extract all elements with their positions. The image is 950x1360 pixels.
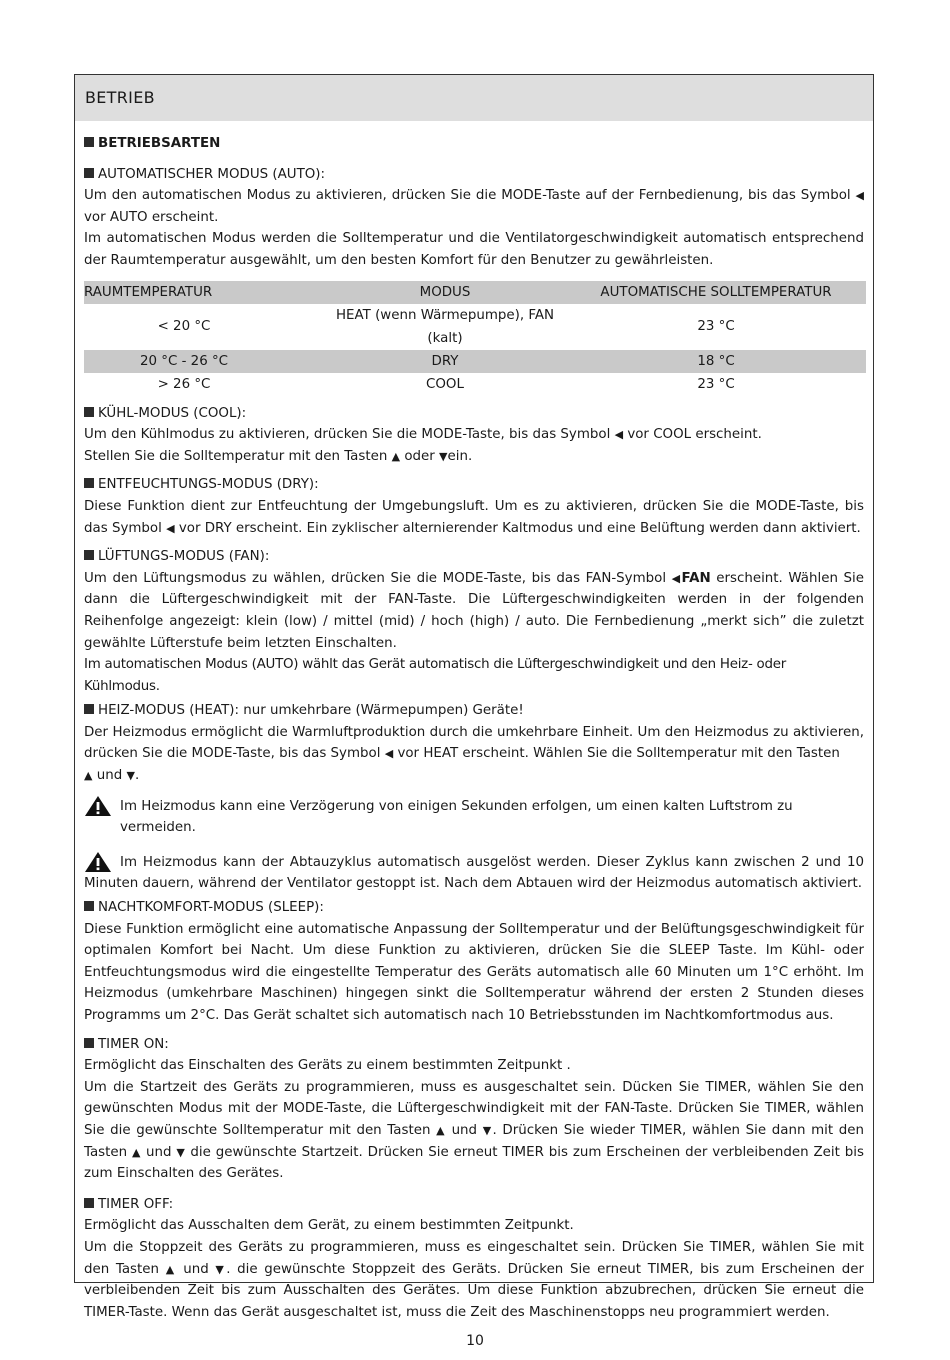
timer-off-section: TIMER OFF: Ermöglicht das Ausschalten dem Gerät, zu einem bestimmten Zeitpunkt. Um die Stoppzeit des Geräts zu programmieren, muss es eingeschaltet sein. Drücken Sie TIMER, wählen Sie mit den Tasten ▲ und ▼. die gewünschte Stoppzeit des Geräts. Drücken Sie erneut TIMER, bis zum Erscheinen der verbleibenden Zeit bis zum Ausschalten des Gerätes. Um diese Funktion abzubrechen, drücken Sie erneut die TIMER-Taste. Wenn das Gerät ausgeschaltet ist, muss die Zeit des Maschinenstopps neu programmiert werden. <box>84 1196 865 1320</box>
timer-on-section: TIMER ON: Ermöglicht das Einschalten des Geräts zu einem bestimmten Zeitpunkt . Um die Startzeit des Geräts zu programmieren, muss es ausgeschaltet sein. Dücken Sie TIMER, wählen Sie den gewünschten Modus mit der MODE-Taste, die Lüftergeschwindigkeit mit der FAN-Taste. Drücken Sie TIMER, wählen Sie die gewünschte Solltemperatur mit den Tasten ▲ und ▼. Drücken Sie wieder TIMER, wählen Sie dann mit den Tasten ▲ und ▼ die gewünschte Startzeit. Drücken Sie erneut TIMER bis zum Erscheinen der verbleibenden Zeit bis zum Einschalten des Gerätes. <box>84 1036 864 1182</box>
page-number: 10 <box>466 1333 484 1349</box>
square-bullet-icon <box>84 168 94 178</box>
fan-title: LÜFTUNGS-MODUS (FAN): <box>98 549 270 565</box>
content-body <box>75 133 873 1323</box>
table-row: > 26 °C COOL 23 °C <box>157 376 735 392</box>
auto-description: Im automatischen Modus werden die Solltemperatur und die Ventilatorgeschwindigkeit automatisch entsprechend der Raumtemperatur ausgewählt, um den besten Komfort für den Benutzer zu gewährleisten. <box>84 231 864 268</box>
triangle-up-icon: ▲ <box>84 769 93 783</box>
triangle-left-icon: ◀ <box>384 747 394 761</box>
fan-section: LÜFTUNGS-MODUS (FAN): Um den Lüftungsmodus zu wählen, drücken Sie die MODE-Taste, bis das FAN-Symbol ◀FAN erscheint. Wählen Sie dann die Lüftergeschwindigkeit mit der FAN-Taste. Die Lüftergeschwindigkeiten werden in der folgenden Reihenfolge angezeigt: klein (low) / mittel (mid) / hoch (high) / auto. Die Fernbedienung „merkt sich” die zuletzt gewählte Lüfterstufe beim letzten Einschalten. Im automatischen Modus (AUTO) wählt das Gerät automatisch die Lüftergeschwindigkeit und den Heiz- oder Kühlmodus. <box>84 546 864 697</box>
triangle-down-icon: ▼ <box>126 769 135 783</box>
square-bullet-icon <box>84 137 94 147</box>
auto-title: AUTOMATISCHER MODUS (AUTO): <box>98 166 326 182</box>
triangle-left-icon: ◀ <box>166 521 175 535</box>
triangle-up-icon: ▲ <box>436 1123 446 1137</box>
section-title: BETRIEB <box>85 88 155 107</box>
temperature-table <box>84 281 866 396</box>
cool-title: KÜHL-MODUS (COOL): <box>98 405 247 421</box>
square-bullet-icon <box>84 407 94 417</box>
table-row: < 20 °C HEAT (wenn Wärmepumpe), FAN (kalt) 23 °C <box>157 307 735 346</box>
triangle-up-icon: ▲ <box>391 449 401 463</box>
fan-auto-note: Im automatischen Modus (AUTO) wählt das Gerät automatisch die Lüftergeschwindigkeit und den Heiz- oder Kühlmodus. <box>84 657 786 694</box>
square-bullet-icon <box>84 704 94 714</box>
triangle-left-icon: ◀ <box>614 428 624 442</box>
triangle-up-icon: ▲ <box>132 1145 142 1159</box>
sleep-description: Diese Funktion ermöglicht eine automatische Anpassung der Solltemperatur und der Belüftungsgeschwindigkeit für optimalen Komfort bei Nacht. Um diese Funktion zu aktivieren, drücken Sie die SLEEP Taste. Im Kühl- oder Entfeuchtungsmodus wird die eingestellte Temperatur des Geräts automatisch alle 60 Minuten um 1°C erhöht. Im Heizmodus (umkehrbare Maschinen) hingegen sinkt die Solltemperatur während der ersten 2 Stunden dieses Programms um 2°C. Das Gerät schaltet sich automatisch nach 10 Betriebsstunden im Nachtkomfortmodus aus. <box>84 921 864 1023</box>
triangle-down-icon: ▼ <box>176 1145 186 1159</box>
triangle-down-icon: ▼ <box>215 1262 227 1276</box>
square-bullet-icon <box>84 901 94 911</box>
sleep-title: NACHTKOMFORT-MODUS (SLEEP): <box>98 900 324 916</box>
timer-off-title: TIMER OFF: <box>98 1196 174 1212</box>
triangle-left-icon: ◀ <box>671 571 682 585</box>
square-bullet-icon <box>84 1038 94 1048</box>
warning-icon <box>84 795 112 817</box>
auto-section: AUTOMATISCHER MODUS (AUTO): Um den automatischen Modus zu aktivieren, drücken Sie die MODE-Taste auf der Fernbedienung, bis das Symbol ◀ vor AUTO erscheint. Im automatischen Modus werden die Solltemperatur und die Ventilatorgeschwindigkeit automatisch entsprechend der Raumtemperatur ausgewählt, um den besten Komfort für den Benutzer zu gewährleisten. <box>84 164 864 272</box>
heat-title: HEIZ-MODUS (HEAT): nur umkehrbare (Wärmepumpen) Geräte! <box>98 703 524 719</box>
table-row: 20 °C - 26 °C DRY 18 °C <box>84 350 866 373</box>
timer-on-title: TIMER ON: <box>98 1036 169 1052</box>
table-header-row: RAUMTEMPERATUR MODUS AUTOMATISCHE SOLLTEMPERATUR <box>84 281 866 304</box>
content-frame <box>74 74 874 1320</box>
dry-section: ENTFEUCHTUNGS-MODUS (DRY): Diese Funktion dient zur Entfeuchtung der Umgebungsluft. Um es zu aktivieren, drücken Sie die MODE-Taste, bis das Symbol ◀ vor DRY erscheint. Ein zyklischer alternierender Kaltmodus und eine Belüftung werden dann aktiviert. <box>84 477 864 536</box>
square-bullet-icon <box>84 550 94 560</box>
main-heading: BETRIEBSARTEN <box>84 133 864 155</box>
triangle-down-icon: ▼ <box>482 1123 493 1137</box>
cool-section: KÜHL-MODUS (COOL): Um den Kühlmodus zu aktivieren, drücken Sie die MODE-Taste, bis das Symbol ◀ vor COOL erscheint. Stellen Sie die Solltemperatur mit den Tasten ▲ oder ▼ein. <box>84 405 762 464</box>
dry-title: ENTFEUCHTUNGS-MODUS (DRY): <box>98 477 319 493</box>
square-bullet-icon <box>84 1198 94 1208</box>
sleep-section <box>84 897 864 1027</box>
triangle-up-icon: ▲ <box>165 1262 177 1276</box>
triangle-down-icon: ▼ <box>439 449 448 463</box>
warning-note-1: Im Heizmodus kann eine Verzögerung von einigen Sekunden erfolgen, um einen kalten Luftstrom zu vermeiden. <box>84 795 864 839</box>
triangle-left-icon: ◀ <box>855 189 864 203</box>
heat-section: HEIZ-MODUS (HEAT): nur umkehrbare (Wärmepumpen) Geräte! Der Heizmodus ermöglicht die Warmluftproduktion durch die umkehrbare Einheit. Um den Heizmodus zu aktivieren, drücken Sie die MODE-Taste, bis das Symbol ◀ vor HEAT erscheint. Wählen Sie die Solltemperatur mit den Tasten ▲ und ▼. Im Heizmodus kann eine Verzögerung von einigen Sekunden erfolgen, um einen kalten Luftstrom zu vermeiden. Im Heizmodus kann der Abtauzyklus automatisch ausgelöst werden. Dieser Zyklus kann zwischen 2 und 10 Minuten dauern, während der Ventilator gestoppt ist. Nach dem Abtauen wird der Heizmodus automatisch aktiviert. <box>84 700 864 895</box>
warning-note-2: Im Heizmodus kann der Abtauzyklus automatisch ausgelöst werden. Dieser Zyklus kann zwischen 2 und 10 Minuten dauern, während der Ventilator gestoppt ist. Nach dem Abtauen wird der Heizmodus automatisch aktiviert. <box>84 851 864 895</box>
section-header <box>75 75 873 121</box>
square-bullet-icon <box>84 478 94 488</box>
